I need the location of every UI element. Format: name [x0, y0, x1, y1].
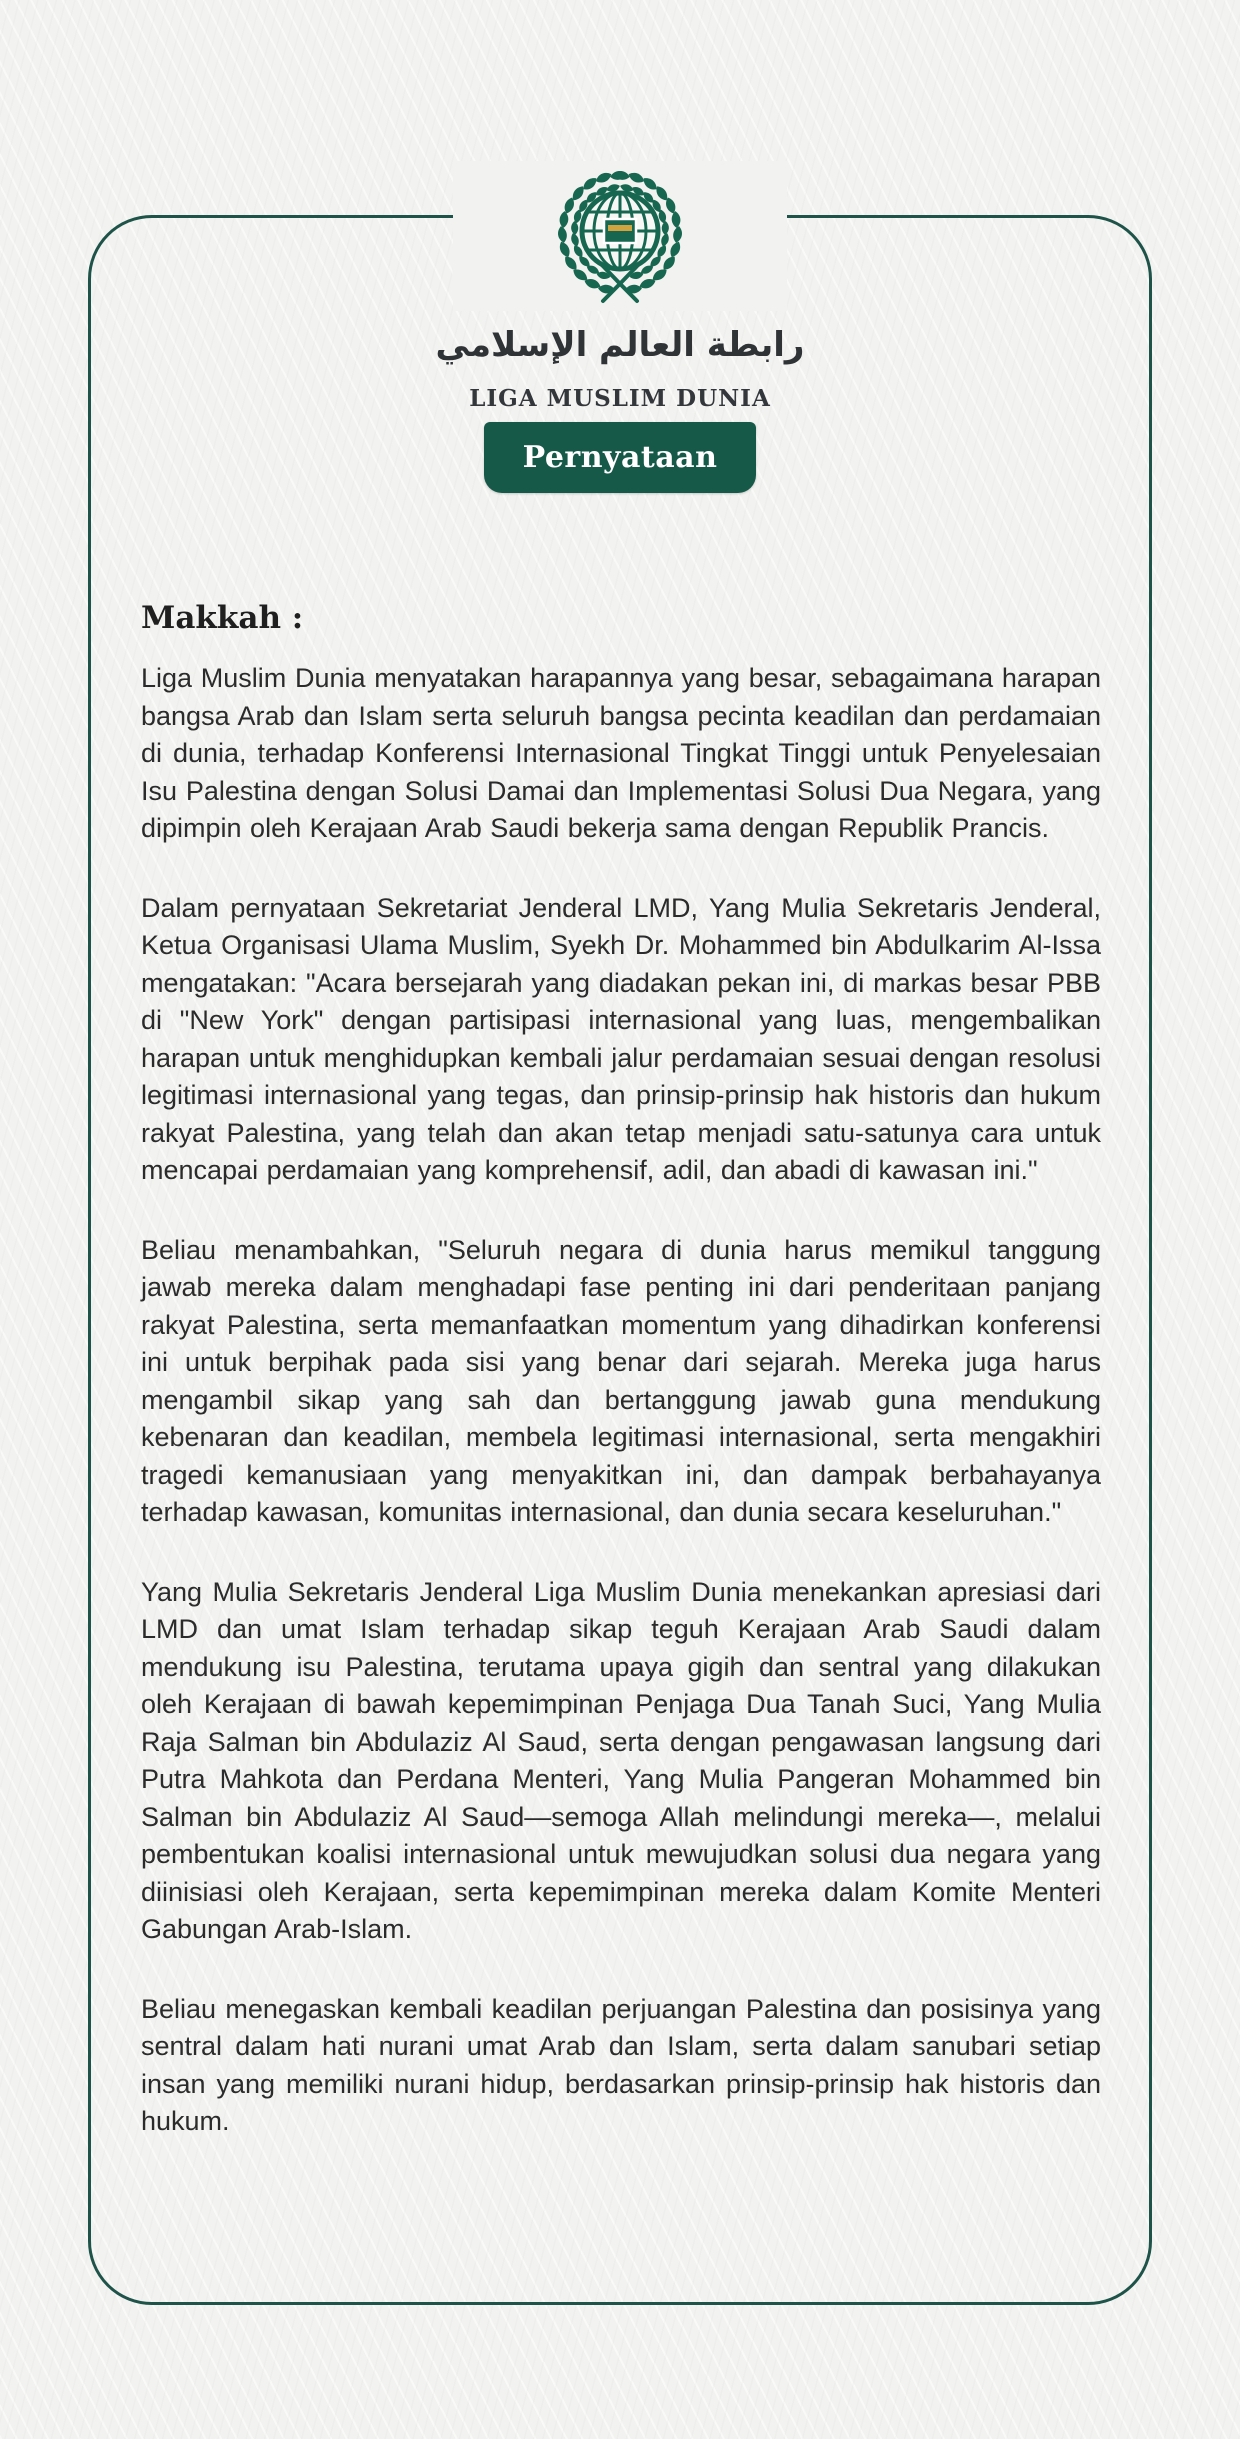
kaaba-icon: [604, 219, 636, 243]
mwl-emblem-icon: [545, 161, 695, 311]
statement-paragraph: Liga Muslim Dunia menyatakan harapannya yang besar, sebagaimana harapan bangsa Arab dan Islam serta seluruh bangsa pecinta keadilan dan perdamaian di dunia, terhadap Konferensi Internasional Tingkat Tinggi untuk Penyelesaian Isu Palestina dengan Solusi Damai dan Implementasi Solusi Dua Negara, yang dipimpin oleh Kerajaan Arab Saudi bekerja sama dengan Republik Prancis.: [141, 663, 1101, 843]
statement-paragraph: Beliau menambahkan, "Seluruh negara di dunia harus memikul tanggung jawab mereka dalam menghadapi fase penting ini dari penderitaan panjang rakyat Palestina, serta memanfaatkan momentum yang dihadirkan konferensi ini untuk berpihak pada sisi yang benar dari sejarah. Mereka juga harus mengambil sikap yang sah dan bertanggung jawab guna mendukung kebenaran dan keadilan, membela legitimasi internasional, serta mengakhiri tragedi kemanusiaan yang menyakitkan ini, dan dampak berbahayanya terhadap kawasan, komunitas internasional, dan dunia secara keseluruhan.": [141, 1234, 1101, 1527]
dateline: Makkah :: [141, 600, 304, 636]
card-header: [91, 161, 1149, 493]
statement-paragraph: Dalam pernyataan Sekretariat Jenderal LMD, Yang Mulia Sekretaris Jenderal, Ketua Organisasi Ulama Muslim, Syekh Dr. Mohammed bin Abdulkarim Al-Issa mengatakan: "Acara bersejarah yang diadakan pekan ini, di markas besar PBB di "New York" dengan partisipasi internasional yang luas, mengembalikan harapan untuk menghidupkan kembali jalur perdamaian sesuai dengan resolusi legitimasi internasional yang tegas, dan prinsip-prinsip hak historis dan hukum rakyat Palestina, yang telah dan akan tetap menjadi satu-satunya cara untuk mencapai perdamaian yang komprehensif, adil, dan abadi di kawasan ini.": [141, 892, 1101, 1185]
statement-body: [91, 218, 1149, 2141]
globe: [582, 193, 658, 269]
emblem-border-gap: [453, 161, 787, 311]
statement-paragraph: Beliau menegaskan kembali keadilan perjuangan Palestina dan posisinya yang sentral dalam hati nurani umat Arab dan Islam, serta dalam sanubari setiap insan yang memiliki nurani hidup, berdasarkan prinsip-prinsip hak historis dan hukum.: [141, 1993, 1101, 2136]
arabic-calligraphy: رابطة العالم الإسلامي: [435, 325, 805, 365]
statement-badge-label: Pernyataan: [522, 440, 718, 475]
statement-card: [88, 215, 1152, 2305]
org-name: LIGA MUSLIM DUNIA: [469, 385, 771, 412]
statement-badge: [484, 422, 756, 493]
statement-paragraph: Yang Mulia Sekretaris Jenderal Liga Muslim Dunia menekankan apresiasi dari LMD dan umat Islam terhadap sikap teguh Kerajaan Arab Saudi dalam mendukung isu Palestina, terutama upaya gigih dan sentral yang dilakukan oleh Kerajaan di bawah kepemimpinan Penjaga Dua Tanah Suci, Yang Mulia Raja Salman bin Abdulaziz Al Saud, serta dengan pengawasan langsung dari Putra Mahkota dan Perdana Menteri, Yang Mulia Pangeran Mohammed bin Salman bin Abdulaziz Al Saud—semoga Allah melindungi mereka—, melalui pembentukan koalisi internasional untuk mewujudkan solusi dua negara yang diinisiasi oleh Kerajaan, serta kepemimpinan mereka dalam Komite Menteri Gabungan Arab-Islam.: [141, 1576, 1101, 1944]
